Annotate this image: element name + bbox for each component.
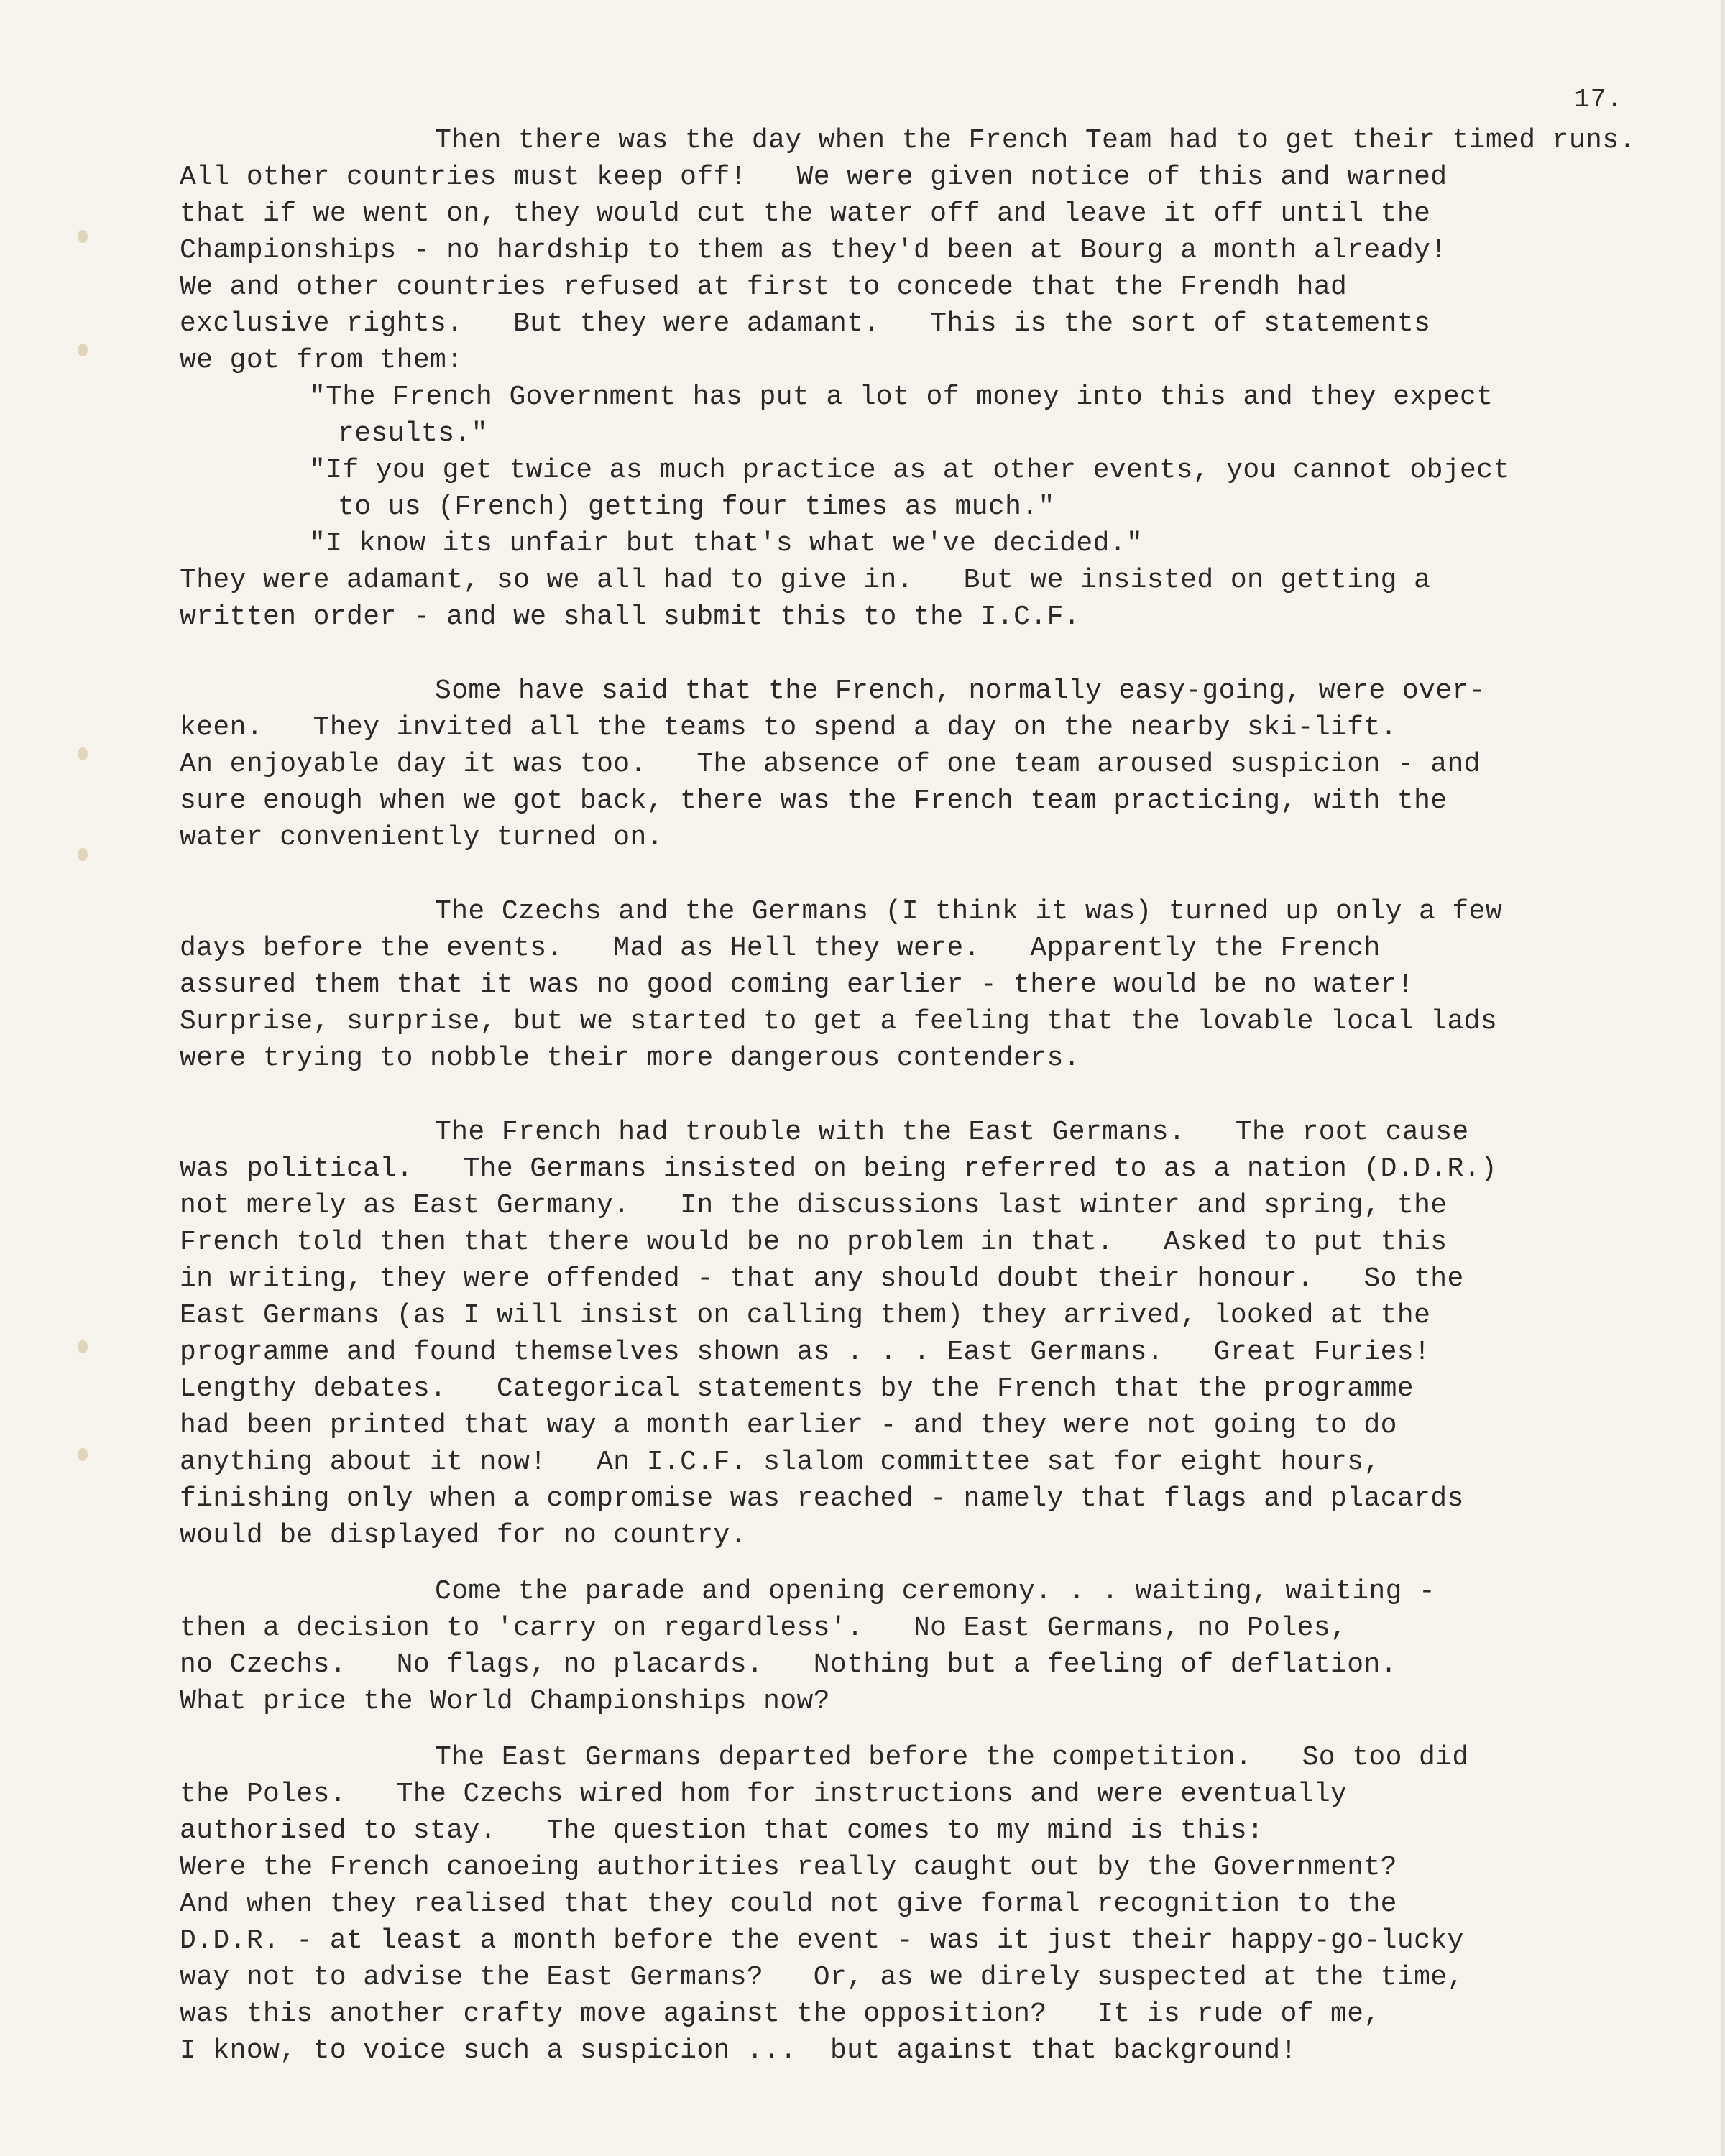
text-line: days before the events. Mad as Hell they were. Apparently the French <box>180 933 1381 964</box>
punch-hole-mark <box>78 848 88 861</box>
text-line: written order - and we shall submit this to the I.C.F. <box>180 602 1080 632</box>
text-line: finishing only when a compromise was reached - namely that flags and placards <box>180 1483 1464 1514</box>
text-line: in writing, they were offended - that any should doubt their honour. So the <box>180 1263 1464 1294</box>
text-line: no Czechs. No flags, no placards. Nothing but a feeling of deflation. <box>180 1649 1397 1680</box>
page-number: 17. <box>1574 85 1623 114</box>
quote-line: results." <box>338 418 488 449</box>
paragraph <box>180 1739 1617 2069</box>
quote-line: "The French Government has put a lot of money into this and they expect <box>309 382 1494 413</box>
text-line: would be displayed for no country. <box>180 1520 747 1551</box>
text-line: Then there was the day when the French Team had to get their timed runs. <box>435 125 1636 156</box>
text-line: What price the World Championships now? <box>180 1686 830 1717</box>
text-line: assured them that it was no good coming earlier - there would be no water! <box>180 969 1414 1000</box>
text-line: anything about it now! An I.C.F. slalom committee sat for eight hours, <box>180 1447 1381 1478</box>
document-body <box>180 122 1636 2106</box>
text-line: All other countries must keep off! We were given notice of this and warned <box>180 162 1448 193</box>
text-line: authorised to stay. The question that comes to my mind is this: <box>180 1815 1264 1846</box>
text-line: East Germans (as I will insist on calling them) they arrived, looked at the <box>180 1300 1431 1331</box>
text-line: We and other countries refused at first to concede that the Frendh had <box>180 272 1348 303</box>
text-line: had been printed that way a month earlier - and they were not going to do <box>180 1410 1397 1441</box>
punch-hole-mark <box>78 344 88 356</box>
text-line: not merely as East Germany. In the discussions last winter and spring, the <box>180 1190 1448 1221</box>
text-line: The French had trouble with the East Germans. The root cause <box>435 1117 1469 1148</box>
text-line: programme and found themselves shown as . . . East Germans. Great Furies! <box>180 1337 1431 1368</box>
quote-line: to us (French) getting four times as much." <box>338 492 1055 522</box>
punch-hole-mark <box>78 747 88 760</box>
text-line: Surprise, surprise, but we started to get a feeling that the lovable local lads <box>180 1006 1498 1037</box>
text-line: The Czechs and the Germans (I think it was) turned up only a few <box>435 896 1503 927</box>
text-line: sure enough when we got back, there was the French team practicing, with the <box>180 786 1448 816</box>
punch-hole-mark <box>78 230 88 243</box>
paragraph <box>180 122 1636 635</box>
text-line: D.D.R. - at least a month before the event - was it just their happy-go-lucky <box>180 1925 1464 1956</box>
text-line: Championships - no hardship to them as they'd been at Bourg a month already! <box>180 235 1448 266</box>
text-line: An enjoyable day it was too. The absence of one team aroused suspicion - and <box>180 749 1481 780</box>
text-line: way not to advise the East Germans? Or, as we direly suspected at the time, <box>180 1962 1464 1993</box>
paragraph <box>180 1573 1617 1720</box>
paragraph <box>180 893 1617 1077</box>
text-line: that if we went on, they would cut the water off and leave it off until the <box>180 198 1431 229</box>
quote-line: "If you get twice as much practice as at other events, you cannot object <box>309 455 1510 486</box>
text-line: Come the parade and opening ceremony. . . waiting, waiting - <box>435 1576 1436 1607</box>
text-line: then a decision to 'carry on regardless'. No East Germans, no Poles, <box>180 1613 1348 1644</box>
text-line: we got from them: <box>180 345 464 376</box>
text-line: water conveniently turned on. <box>180 822 663 853</box>
paragraph <box>180 1114 1617 1554</box>
text-line: keen. They invited all the teams to spend a day on the nearby ski-lift. <box>180 712 1397 743</box>
text-line: Were the French canoeing authorities really caught out by the Government? <box>180 1852 1397 1883</box>
text-line: And when they realised that they could not give formal recognition to the <box>180 1889 1397 1920</box>
text-line: The East Germans departed before the competition. So too did <box>435 1742 1469 1773</box>
quote-line: "I know its unfair but that's what we've decided." <box>309 528 1144 559</box>
text-line: the Poles. The Czechs wired hom for instructions and were eventually <box>180 1779 1348 1810</box>
text-line: French told then that there would be no problem in that. Asked to put this <box>180 1227 1448 1258</box>
text-line: was political. The Germans insisted on being referred to as a nation (D.D.R.) <box>180 1153 1498 1184</box>
text-line: was this another crafty move against the opposition? It is rude of me, <box>180 1999 1381 2030</box>
text-line: Some have said that the French, normally easy-going, were over- <box>435 676 1486 706</box>
text-line: were trying to nobble their more dangerous contenders. <box>180 1043 1080 1074</box>
text-line: exclusive rights. But they were adamant. This is the sort of statements <box>180 308 1431 339</box>
text-line: They were adamant, so we all had to give in. But we insisted on getting a <box>180 565 1431 596</box>
text-line: Lengthy debates. Categorical statements by the French that the programme <box>180 1373 1414 1404</box>
punch-hole-mark <box>78 1340 88 1353</box>
paragraph <box>180 673 1617 856</box>
text-line: I know, to voice such a suspicion ... but against that background! <box>180 2035 1297 2066</box>
punch-hole-mark <box>78 1448 88 1461</box>
